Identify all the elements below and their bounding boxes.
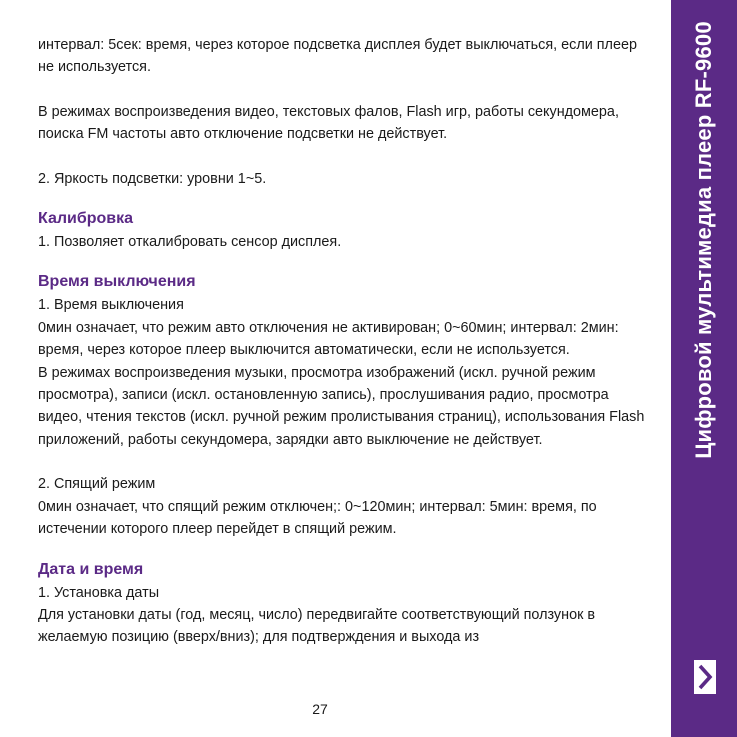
calibration-heading: Калибровка [38, 210, 134, 228]
backlight-exceptions-text: В режимах воспроизведения видео, текстовых фалов, Flash игр, работы секундомера, поиска FM частоты авто отключение подсветки не действует. [38, 103, 619, 143]
brightness-text: 2. Яркость подсветки: уровни 1~5. [38, 170, 267, 187]
spacer [38, 146, 650, 168]
spacer [38, 190, 650, 207]
spacer [38, 79, 650, 101]
date-setting-text: Для установки даты (год, месяц, число) передвигайте соответствующий ползунок в желаемую позицию (вверх/вниз); для подтверждения и выхода из [38, 606, 596, 646]
sleep-mode-text: 0мин означает, что спящий режим отключен;: 0~120мин; интервал: 5мин: время, по истечении которого плеер перейдет в спящий режим. [38, 498, 597, 538]
datetime-heading: Дата и время [38, 560, 144, 578]
next-page-button[interactable] [694, 660, 716, 694]
poweroff-heading: Время выключения [38, 273, 196, 291]
backlight-interval-text: интервал: 5сек: время, через которое подсветка дисплея будет выключаться, если плеер не используется. [38, 37, 637, 76]
calibration-text: 1. Позволяет откалибровать сенсор дисплея. [38, 234, 342, 251]
chevron-right-icon [697, 663, 713, 691]
poweroff-note: В режимах воспроизведения музыки, просмотра изображений (искл. ручной режим просмотра), записи (искл. остановленную запись), прослушивания радио, просмотра видео, чтения текстов (искл. ручной режим пролистывания страниц), использования Flash приложений, работы секундомера, зарядки авто выключение не действует. [38, 364, 645, 448]
date-setting-subtitle: 1. Установка даты [38, 584, 160, 601]
poweroff-subtitle: 1. Время выключения [38, 297, 184, 314]
page-number: 27 [312, 701, 328, 717]
spacer [38, 541, 650, 558]
sidebar [671, 0, 737, 737]
spacer [38, 253, 650, 270]
poweroff-text: 0мин означает, что режим авто отключения не активирован; 0~60мин; интервал: 2мин: время, через которое плеер выключится автоматически, если не используется. [38, 319, 619, 359]
sleep-mode-subtitle: 2. Спящий режим [38, 476, 156, 493]
page-content [38, 34, 650, 649]
sidebar-title: Цифровой мультимедиа плеер RF-9600 [691, 21, 716, 459]
spacer [38, 451, 650, 473]
